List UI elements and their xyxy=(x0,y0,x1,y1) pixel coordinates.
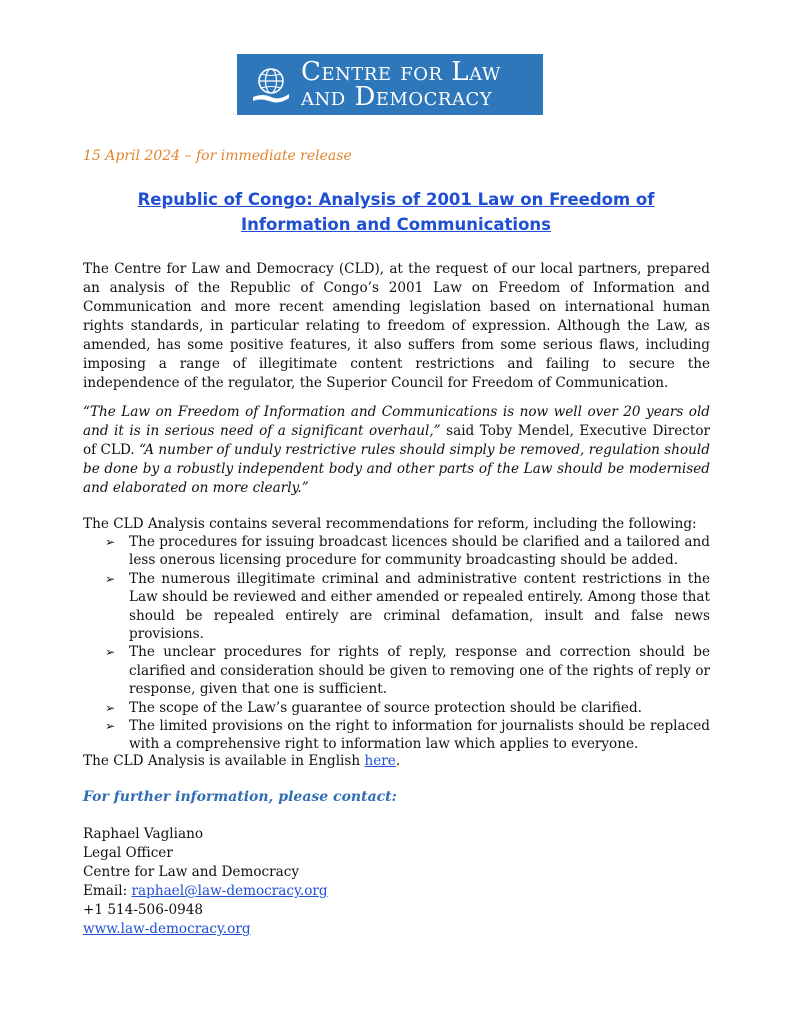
availability-line xyxy=(83,752,710,771)
recommendation-text: The procedures for issuing broadcast licences should be clarified and a tailored and less onerous licensing procedure for community broadcasting should be added. xyxy=(129,534,710,569)
intro-paragraph: The Centre for Law and Democracy (CLD), at the request of our local partners, prepared an analysis of the Republic of Congo’s 2001 Law on Freedom of Information and Communication and more recent amending legislation based on international human rights standards, in particular relating to freedom of expression. Although the Law, as amended, has some positive features, it also suffers from some serious flaws, including imposing a range of illegitimate content restrictions and failing to secure the independence of the regulator, the Superior Council for Freedom of Communication. xyxy=(83,261,710,391)
website-link[interactable]: www.law-democracy.org xyxy=(83,921,251,937)
quote-part-1: “The Law on Freedom of Information and Communications is now well over 20 years old and it is in serious need of a significant overhaul,” xyxy=(83,404,710,439)
website-line xyxy=(83,920,328,939)
arrow-bullet-icon: ➢ xyxy=(105,719,116,734)
contact-phone: +1 514-506-0948 xyxy=(83,902,204,918)
quote-attribution: said Toby Mendel, Executive Director of CLD. xyxy=(83,423,710,458)
arrow-bullet-icon: ➢ xyxy=(105,571,116,586)
contact-heading: For further information, please contact: xyxy=(83,789,397,805)
cld-logo xyxy=(237,54,543,115)
recommendation-text: The limited provisions on the right to information for journalists should be replaced with a comprehensive right to information law which applies to everyone. xyxy=(129,718,710,753)
availability-end: . xyxy=(395,753,401,769)
press-release-title[interactable]: Republic of Congo: Analysis of 2001 Law on Freedom of Information and Communications xyxy=(137,190,655,234)
recommendation-text: The unclear procedures for rights of reply, response and correction should be clarified and consideration should be given to removing one of the rights of reply or response, given that one is sufficient. xyxy=(129,644,710,698)
contact-block xyxy=(83,825,328,939)
quote-paragraph xyxy=(83,403,710,498)
contact-org: Centre for Law and Democracy xyxy=(83,864,300,880)
analysis-link[interactable]: here xyxy=(364,753,396,769)
contact-role: Legal Officer xyxy=(83,845,173,861)
recommendation-text: The scope of the Law’s guarantee of source protection should be clarified. xyxy=(129,699,642,716)
email-label: Email: xyxy=(83,883,132,899)
logo-line-1: Centre for Law xyxy=(301,56,501,87)
arrow-bullet-icon: ➢ xyxy=(105,700,116,715)
logo-line-2: and Democracy xyxy=(301,81,493,112)
logo-wordmark xyxy=(301,56,501,112)
list-item xyxy=(105,643,710,698)
list-item xyxy=(105,717,710,754)
arrow-bullet-icon: ➢ xyxy=(105,645,116,660)
recommendation-text: The numerous illegitimate criminal and administrative content restrictions in the Law should be reviewed and either amended or repealed entirely. Among those that should be repealed entirely are criminal defamation, insult and false news provisions. xyxy=(129,570,710,643)
globe-hand-icon xyxy=(249,63,293,107)
list-item xyxy=(105,533,710,570)
arrow-bullet-icon: ➢ xyxy=(105,535,116,549)
list-item xyxy=(105,570,710,644)
contact-name: Raphael Vagliano xyxy=(83,826,204,842)
quote-part-2: “A number of unduly restrictive rules should simply be removed, regulation should be done by a robustly independent body and other parts of the Law should be modernised and elaborated on more clearly.” xyxy=(83,442,710,496)
list-item xyxy=(105,699,710,717)
release-date: 15 April 2024 – for immediate release xyxy=(83,148,352,164)
recommendations-list xyxy=(105,533,710,754)
availability-text: The CLD Analysis is available in English xyxy=(83,753,365,769)
recommendations-intro: The CLD Analysis contains several recommendations for reform, including the following: xyxy=(83,516,697,532)
contact-email-line xyxy=(83,882,328,901)
email-link[interactable]: raphael@law-democracy.org xyxy=(131,883,328,899)
